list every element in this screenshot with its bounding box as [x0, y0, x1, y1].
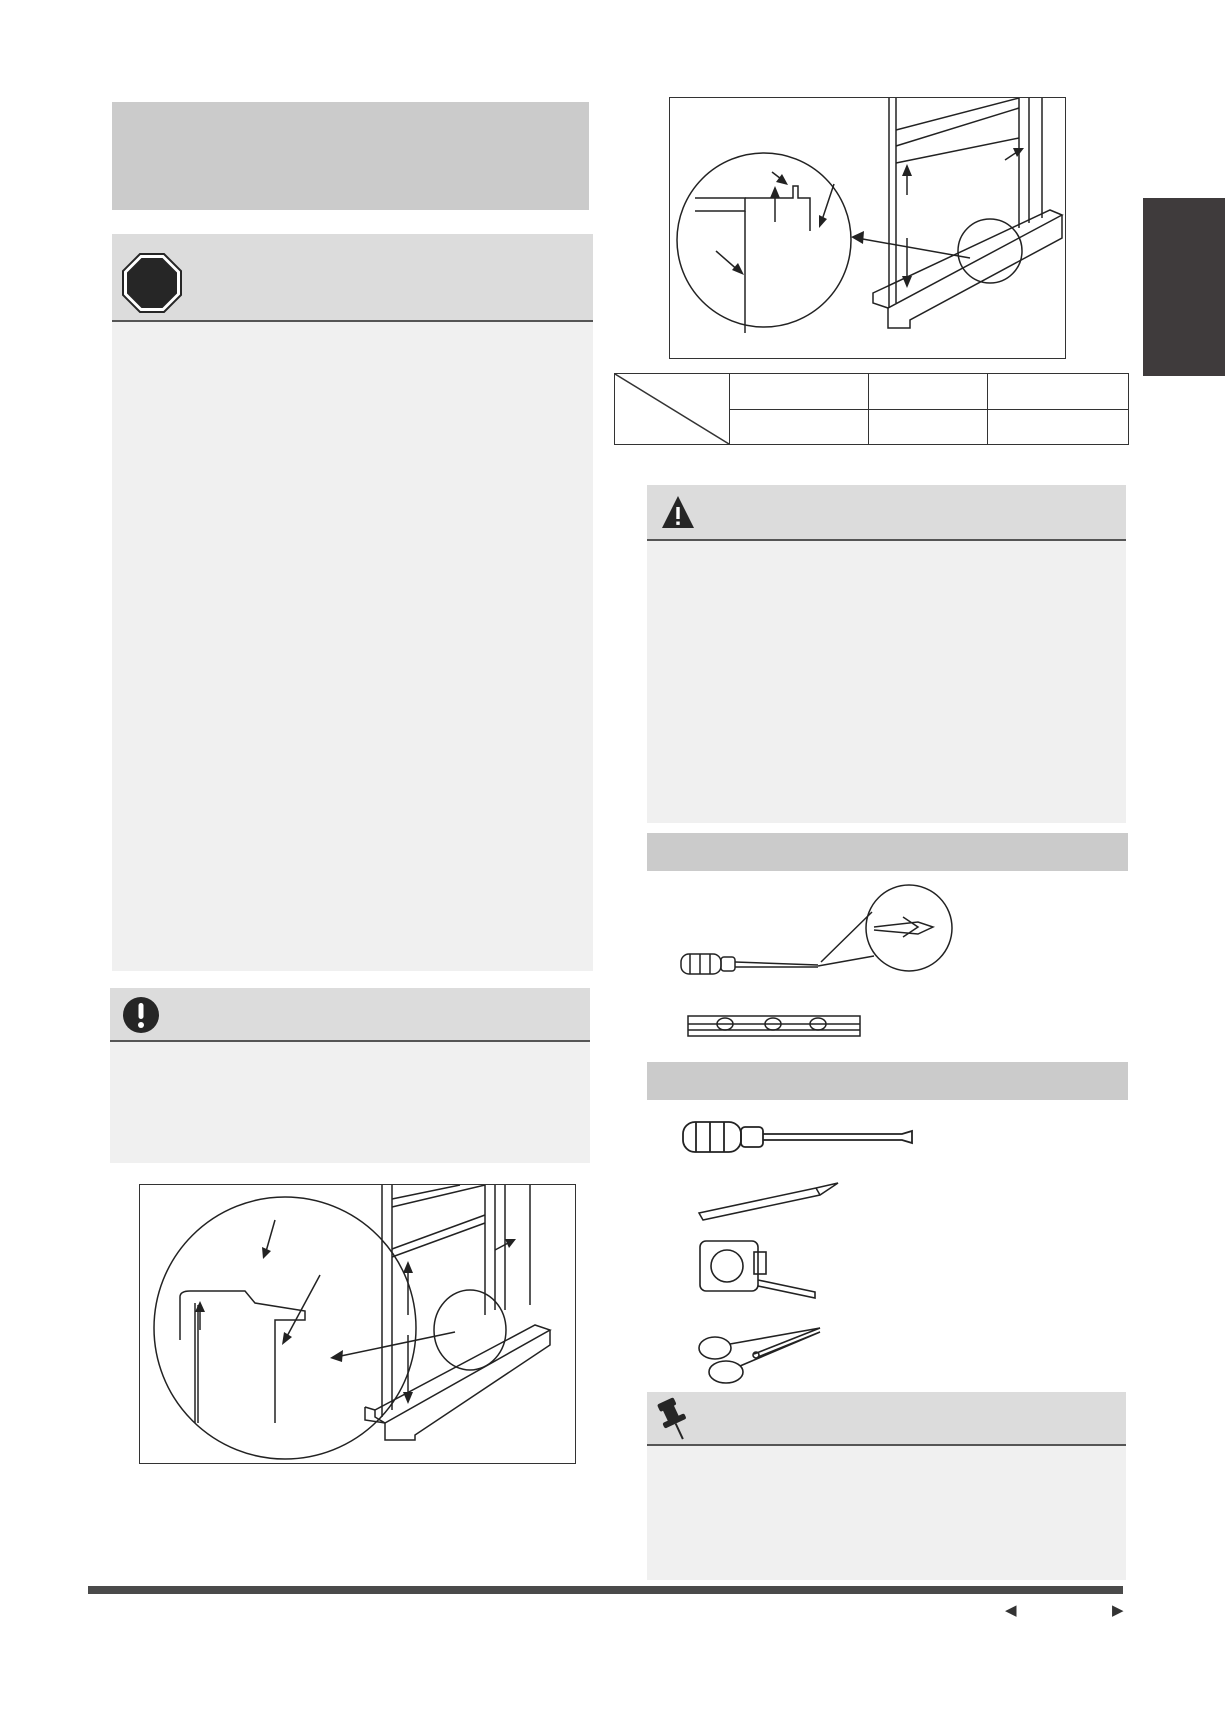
triangle-left-icon[interactable]: ◀ [1005, 1602, 1017, 1619]
mounting-bracket-illustration [684, 1010, 864, 1042]
footer-rule [88, 1586, 1123, 1594]
phillips-screwdriver-illustration [678, 882, 958, 982]
caution-panel-header [647, 485, 1126, 541]
danger-panel-header [112, 234, 593, 322]
danger-panel [112, 234, 593, 971]
pushpin-icon [654, 1396, 694, 1444]
table-cell [730, 374, 869, 410]
section-title-box [112, 102, 589, 210]
tape-measure-illustration [697, 1238, 823, 1302]
required-tools-header-bar [647, 1062, 1128, 1100]
window-sill-detail-illustration [669, 97, 1066, 359]
table-corner-cell [615, 374, 730, 445]
table-cell [869, 409, 988, 445]
chapter-side-tab [1143, 198, 1225, 376]
triangle-right-icon[interactable]: ▶ [1112, 1602, 1124, 1619]
table-cell [988, 374, 1129, 410]
exclamation-circle-icon [122, 996, 160, 1034]
dimension-table [614, 373, 1129, 445]
table-cell [730, 409, 869, 445]
table-cell [869, 374, 988, 410]
pencil-illustration [696, 1180, 841, 1223]
supplied-parts-header-bar [647, 833, 1128, 871]
warning-triangle-icon [660, 494, 696, 530]
notice-panel-header [110, 988, 590, 1042]
scissors-illustration [694, 1324, 824, 1386]
flathead-screwdriver-illustration [680, 1116, 920, 1158]
window-sill-detail-illustration [139, 1184, 576, 1464]
note-panel-header [647, 1392, 1126, 1446]
stop-octagon-icon [122, 253, 182, 313]
table-cell [988, 409, 1129, 445]
